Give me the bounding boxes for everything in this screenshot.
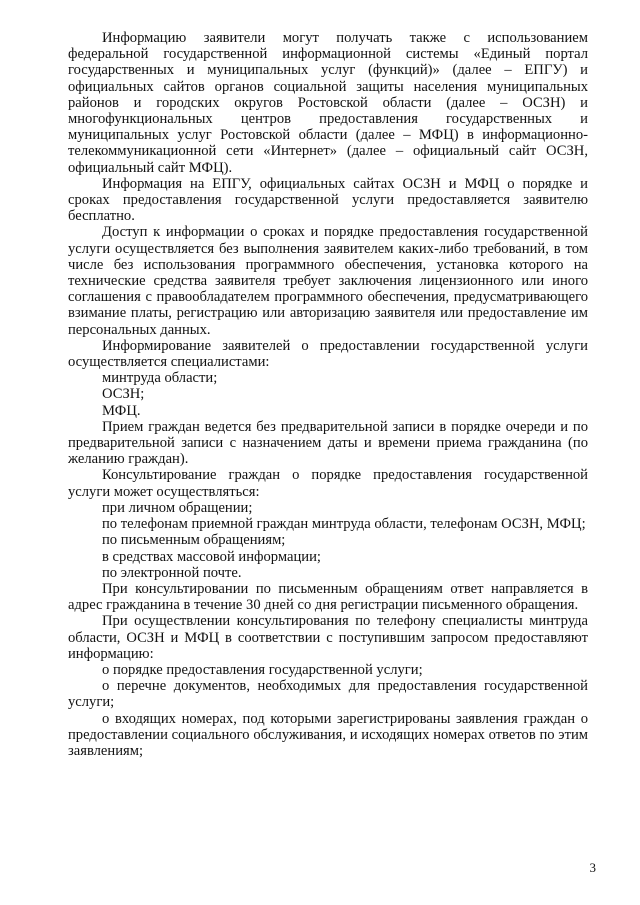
list-item-oszn: ОСЗН; xyxy=(102,386,145,403)
list-item-phone: по телефонам приемной граждан минтруда области, телефонам ОСЗН, МФЦ; xyxy=(102,516,586,533)
list-item-written: по письменным обращениям; xyxy=(102,532,286,549)
list-item-procedure: о порядке предоставления государственной услуги; xyxy=(102,661,423,678)
list-item-media: в средствах массовой информации; xyxy=(102,548,321,565)
list-item-personal: при личном обращении; xyxy=(102,499,253,516)
paragraph-portal-info: Информацию заявители могут получать также с использованием федеральной государственной информационной системы «Единый портал государственных и муниципальных услуг (функций)» (далее – ЕПГУ) и официальных сайтов органов социальной защиты населения муниципальных районов и городских округов Ростовской области (далее – ОСЗН) и многофункциональных центров предоставления государственных и муниципальных услуг Ростовской области (далее – МФЦ) в информационно-телекоммуникационной сети «Интернет» (далее – официальный сайт ОСЗН, официальный сайт МФЦ). xyxy=(68,30,588,176)
list-item-numbers: о входящих номерах, под которыми зарегистрированы заявления граждан о предоставлении социального обслуживания, и исходящих номерах ответов по этим заявлениям; xyxy=(68,710,588,759)
paragraph-reception: Прием граждан ведется без предварительной записи в порядке очереди и по предварительной записи с назначением даты и времени приема гражданина (по желанию граждан). xyxy=(68,418,588,468)
page-number: 3 xyxy=(589,860,596,875)
paragraph-consulting: Консультирование граждан о порядке предоставления государственной услуги может осуществляться: xyxy=(68,467,588,500)
paragraph-access-info: Доступ к информации о сроках и порядке предоставления государственной услуги осуществляется без выполнения заявителем каких-либо требований, в том числе без использования программного обеспечения, установка которого на технические средства заявителя требует заключения лицензионного или иного соглашения с правообладателем программного обеспечения, предусматривающего взимание платы, регистрацию или авторизацию заявителя или предоставление им персональных данных. xyxy=(68,224,588,338)
paragraph-informing: Информирование заявителей о предоставлении государственной услуги осуществляется специалистами: xyxy=(68,337,588,371)
paragraph-free-info: Информация на ЕПГУ, официальных сайтах ОСЗН и МФЦ о порядке и сроках предоставления государственной услуги предоставляется заявителю бесплатно. xyxy=(68,175,588,225)
list-item-email: по электронной почте. xyxy=(102,564,242,581)
paragraph-written-response: При консультировании по письменным обращениям ответ направляется в адрес гражданина в течение 30 дней со дня регистрации письменного обращения. xyxy=(68,580,588,614)
list-item-documents: о перечне документов, необходимых для предоставления государственной услуги; xyxy=(68,678,588,711)
list-item-mfc: МФЦ. xyxy=(102,402,141,419)
paragraph-phone-consulting: При осуществлении консультирования по телефону специалисты минтруда области, ОСЗН и МФЦ в соответствии с поступившим запросом предоставляют информацию: xyxy=(68,613,588,662)
list-item-mintrud: минтруда области; xyxy=(102,370,218,387)
